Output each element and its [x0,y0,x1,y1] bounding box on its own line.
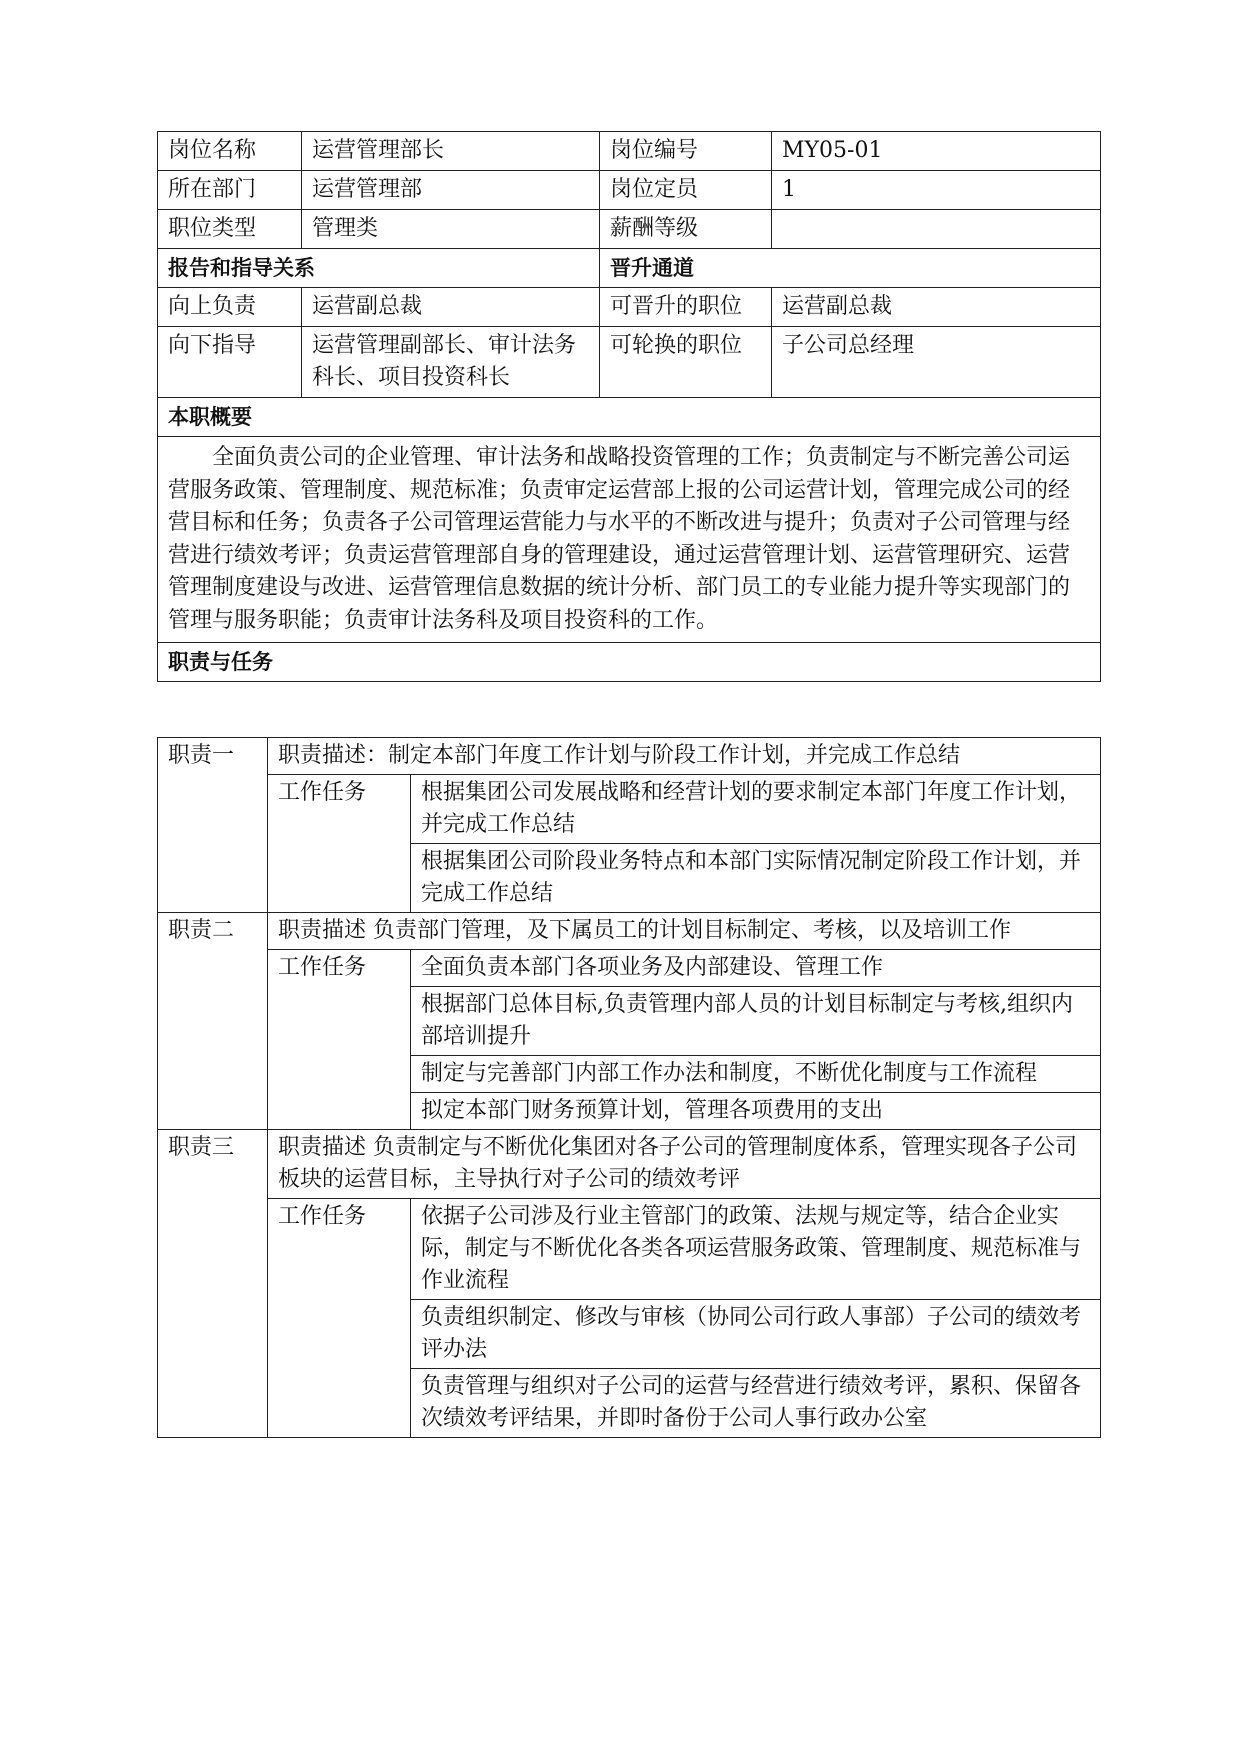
duty-task-row [158,1199,1101,1300]
post-info-table [157,131,1101,682]
task-text: 根据部门总体目标,负责管理内部人员的计划目标制定与考核,组织内部培训提升 [411,987,1101,1056]
row-post-name [158,132,1101,171]
post-no-label: 岗位编号 [600,132,772,171]
duty-desc-row [158,1130,1101,1199]
duty-name: 职责三 [158,1130,268,1438]
relations-title: 报告和指导关系 [158,249,600,288]
promote-label: 可晋升的职位 [600,288,772,327]
duty-name: 职责一 [158,738,268,913]
promotion-title: 晋升通道 [600,249,1101,288]
post-no-value: MY05-01 [772,132,1101,171]
salary-label: 薪酬等级 [600,210,772,249]
duty-description: 职责描述 负责部门管理，及下属员工的计划目标制定、考核，以及培训工作 [268,913,1101,950]
promote-value: 运营副总裁 [772,288,1101,327]
down-label: 向下指导 [158,327,302,398]
row-summary-text [158,437,1101,643]
post-name-label: 岗位名称 [158,132,302,171]
duty-task-row [158,950,1101,987]
task-text: 制定与完善部门内部工作办法和制度，不断优化制度与工作流程 [411,1056,1101,1093]
task-text: 根据集团公司发展战略和经营计划的要求制定本部门年度工作计划，并完成工作总结 [411,775,1101,844]
row-summary-title [158,398,1101,437]
task-label: 工作任务 [268,1199,411,1438]
duty-task-row [158,775,1101,844]
task-label: 工作任务 [268,775,411,913]
dept-value: 运营管理部 [302,171,600,210]
dept-label: 所在部门 [158,171,302,210]
task-text: 拟定本部门财务预算计划，管理各项费用的支出 [411,1093,1101,1130]
duty-name: 职责二 [158,913,268,1130]
post-name-value: 运营管理部长 [302,132,600,171]
up-label: 向上负责 [158,288,302,327]
row-type [158,210,1101,249]
task-text: 根据集团公司阶段业务特点和本部门实际情况制定阶段工作计划，并完成工作总结 [411,844,1101,913]
row-down [158,327,1101,398]
task-text: 负责管理与组织对子公司的运营与经营进行绩效考评，累积、保留各次绩效考评结果，并即时备份于公司人事行政办公室 [411,1369,1101,1438]
duty-description: 职责描述：制定本部门年度工作计划与阶段工作计划，并完成工作总结 [268,738,1101,775]
duty-description: 职责描述 负责制定与不断优化集团对各子公司的管理制度体系，管理实现各子公司板块的运营目标，主导执行对子公司的绩效考评 [268,1130,1101,1199]
salary-value [772,210,1101,249]
type-label: 职位类型 [158,210,302,249]
up-value: 运营副总裁 [302,288,600,327]
duty-desc-row [158,913,1101,950]
duties-table [157,737,1101,1438]
row-up [158,288,1101,327]
task-text: 全面负责本部门各项业务及内部建设、管理工作 [411,950,1101,987]
quota-label: 岗位定员 [600,171,772,210]
row-dept [158,171,1101,210]
summary-text: 全面负责公司的企业管理、审计法务和战略投资管理的工作；负责制定与不断完善公司运营服务政策、管理制度、规范标准；负责审定运营部上报的公司运营计划，管理完成公司的经营目标和任务；负责各子公司管理运营能力与水平的不断改进与提升；负责对子公司管理与经营进行绩效考评；负责运营管理部自身的管理建设，通过运营管理计划、运营管理研究、运营管理制度建设与改进、运营管理信息数据的统计分析、部门员工的专业能力提升等实现部门的管理与服务职能；负责审计法务科及项目投资科的工作。 [158,437,1101,643]
rotate-value: 子公司总经理 [772,327,1101,398]
duties-body [158,738,1101,1438]
row-section-headers [158,249,1101,288]
type-value: 管理类 [302,210,600,249]
task-text: 依据子公司涉及行业主管部门的政策、法规与规定等，结合企业实际，制定与不断优化各类各项运营服务政策、管理制度、规范标准与作业流程 [411,1199,1101,1300]
down-value: 运营管理副部长、审计法务科长、项目投资科长 [302,327,600,398]
duties-title: 职责与任务 [158,643,1101,682]
summary-title: 本职概要 [158,398,1101,437]
quota-value: 1 [772,171,1101,210]
duty-desc-row [158,738,1101,775]
task-label: 工作任务 [268,950,411,1130]
rotate-label: 可轮换的职位 [600,327,772,398]
row-duties-title [158,643,1101,682]
task-text: 负责组织制定、修改与审核（协同公司行政人事部）子公司的绩效考评办法 [411,1300,1101,1369]
